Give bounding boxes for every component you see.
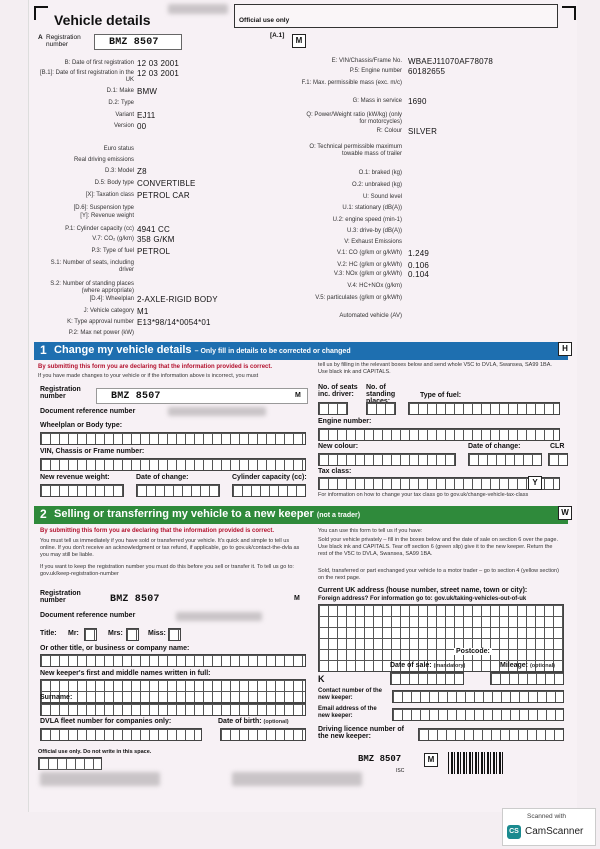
footer-isc: ISC [396,768,405,774]
right-field-label: E: VIN/Chassis/Frame No. [331,58,402,64]
s1-seats-input[interactable] [318,402,348,415]
left-field-label: S.2: Number of standing places (where appropriate) [50,281,134,294]
s1-datechange2-label: Date of change: [468,443,521,450]
s2-mileage-input[interactable] [490,672,564,685]
section2-tag: W [558,506,572,520]
footer-reg: BMZ 8507 [358,754,402,764]
section1-intro-right: tell us by filling in the relevant boxes below and send whole V5C to DVLA, Swansea, SA99 1BA. Use black ink and CAPITALS. [318,362,552,375]
s1-fuel-label: Type of fuel: [420,392,462,399]
right-field-label: Automated vehicle (AV) [339,313,402,319]
s2-datesale-input[interactable] [390,672,464,685]
left-field-label: P.1: Cylinder capacity (cc) [65,226,134,232]
left-field-value: M1 [137,307,149,316]
s1-vin-label: VIN, Chassis or Frame number: [40,448,145,455]
s1-revweight-input[interactable] [40,484,124,497]
s2-datesale-opt: (mandatory) [433,663,466,669]
left-field-value: E13*98/14*0054*01 [137,318,211,327]
s2-fleet-input[interactable] [40,728,202,741]
s1-engine-label: Engine number: [318,418,372,425]
s1-cyl-input[interactable] [232,484,306,497]
left-field-label: [D.4]: Wheelplan [89,296,134,302]
redacted-footer-2 [232,772,362,786]
s2-dob-opt: (optional) [263,719,289,725]
s1-revweight-label: New revenue weight: [40,474,110,481]
official-use-label: Official use only [239,17,290,24]
s1-reg-tag: M [295,392,301,399]
section1-warning: By submitting this form you are declaring that the information provided is correct. [38,364,273,370]
right-field-value: 0.106 [408,261,430,270]
s1-datechange-label: Date of change: [136,474,189,481]
right-field-value: WBAEJ11070AF78078 [408,57,494,66]
left-field-label: [X]: Taxation class [85,192,134,198]
right-field-label: O.2: unbraked (kg) [351,182,402,188]
right-field-label: V.2: HC (g/km or g/kWh) [337,262,402,268]
section1-intro: If you have made changes to your vehicle or if the information above is incorrect, you must [38,373,259,379]
redacted-docref-2 [176,612,262,621]
s2-docref-label: Document reference number [40,612,136,619]
s2-surname-input[interactable] [40,703,306,716]
a1-label: [A.1] [270,32,285,39]
right-field-label: Q: Power/Weight ratio (kW/kg) (only for motorcycles) [306,112,402,125]
right-field-label: V.5: particulates (g/km or g/kWh) [315,295,402,301]
section1-title: Change my vehicle details [54,344,192,356]
s2-contact-input[interactable] [392,690,564,703]
left-field-value: BMW [137,87,158,96]
footer-box: M [424,753,438,767]
left-field-value: Z8 [137,167,147,176]
left-field-label: P.3: Type of fuel [91,248,134,254]
section2-p2: If you want to keep the registration number you must do this before you sell or transfer it. To tell us go to: gov.uk/keep-registration-number [40,564,294,577]
s2-names-label: New keeper's first and middle names written in full: [40,670,211,677]
s2-postcode-label: Postcode: [456,648,490,655]
right-field-label: V.1: CO (g/km or g/kWh) [336,250,402,256]
right-field-label: R: Colour [376,128,402,134]
left-field-value: CONVERTIBLE [137,179,196,188]
s1-wheelplan-input[interactable] [40,432,306,445]
s2-datesale-label: Date of sale: [390,662,432,669]
s1-docref-label: Document reference number [40,408,136,415]
section2-banner [34,506,568,524]
left-field-label: Version [113,123,134,129]
redacted-block [168,4,228,14]
section1-subtitle: – Only fill in details to be corrected or changed [194,348,351,355]
left-field-value: 2-AXLE-RIGID BODY [137,295,218,304]
reg-label: Registration number [46,34,81,48]
section2-p1: You must tell us immediately if you have sold or transferred your vehicle. It's quick and simple to tell us online. If you don't receive an acknowledgment or tax refund, if applicable, go to gov.uk/contact-the-dvla as you may still be liable. [40,538,300,558]
right-field-label: U.2: engine speed (min-1) [332,217,402,223]
s2-k-label: K [318,674,325,684]
section2-right-1: Sold your vehicle privately – fill in the boxes below and the date of sale on section 6 over the page. Use black ink and CAPITALS. Tear off section 6 (green slip) give it to the new keeper. Return the rest of the V5C to DVLA, Swansea, SA99 1BA. [318,537,559,557]
left-field-value: PETROL [137,247,171,256]
right-field-label: U.1: stationary (dB(A)) [342,205,402,211]
section2-right-head: You can use this form to tell us if you have: [318,528,423,534]
s1-colour-label: New colour: [318,443,359,450]
reg-box [94,34,182,50]
s2-dob-label: Date of birth: [218,718,262,725]
section2-number: 2 [40,507,47,521]
left-field-value: 12 03 2001 [137,69,180,78]
left-field-label: [Y]: Revenue weight [80,213,134,219]
right-field-label: O: Technical permissible maximum towable mass of trailer [309,144,402,157]
right-field-value: 1.249 [408,249,430,258]
left-field-value: PETROL CAR [137,191,190,200]
right-field-label: V.3: NOx (g/km or g/kWh) [333,271,402,277]
section1-number: 1 [40,343,47,357]
s1-datechange-input[interactable] [136,484,220,497]
s2-names-input[interactable] [40,679,306,703]
section1-tag: H [558,342,572,356]
right-field-label: U: Sound level [362,194,402,200]
section2-right-2: Sold, transferred or part exchanged your vehicle to a motor trader – go to section 4 (yellow section) on the next page. [318,568,559,581]
s2-mileage-label: Mileage: [500,662,529,669]
right-field-value: 60182655 [408,67,446,76]
s2-mileage-wrap [500,662,555,669]
redacted-docref [168,407,266,416]
s2-othertitle-input[interactable] [40,654,306,667]
left-field-label: [B.1]: Date of first registration in the UK [39,70,134,83]
s1-wheelplan-label: Wheelplan or Body type: [40,422,123,429]
s2-reg-tag: M [294,595,300,602]
s1-seats-label: No. of seats inc. driver: [318,384,358,398]
s2-reg-box [96,592,306,606]
s2-datesale-wrap [390,662,465,669]
left-field-label: K: Type approval number [67,319,134,325]
s2-email-input[interactable] [392,708,564,721]
s1-standing-input[interactable] [366,402,396,415]
s1-datechange2-input[interactable] [468,453,542,466]
official-use-box [234,4,558,28]
s1-tax-info[interactable]: For information on how to change your tax class go to gov.uk/change-vehicle-tax-class [318,492,529,498]
s2-fleet-label: DVLA fleet number for companies only: [40,718,172,725]
footer-official: Official use only. Do not write in this space. [38,749,152,755]
s1-standing-label: No. of standing [366,384,396,398]
s2-email-label: Email address of the new keeper: [318,706,377,719]
footer-official-boxes [38,757,102,770]
s2-mrs-label: Mrs: [108,630,123,637]
s1-vin-input[interactable] [40,458,306,471]
left-field-value: EJ11 [137,111,156,120]
left-field-value: 4941 CC [137,225,170,234]
left-field-value: 00 [137,122,147,131]
left-field-label: D.3: Model [104,168,134,174]
s1-clr-input[interactable] [548,453,568,466]
section1-title-wrap [54,344,351,356]
right-field-value: 1690 [408,97,427,106]
s2-mrs-checkbox[interactable] [126,628,139,641]
left-field-label: Euro status [103,146,134,152]
camscanner-logo-icon: CS [507,825,521,839]
s1-cyl-label: Cylinder capacity (cc): [232,474,307,481]
scanner-stamp [502,808,596,846]
a1-box: M [292,34,306,48]
s2-mr-label: Mr: [68,630,79,637]
s2-mileage-opt: (optional) [529,663,556,669]
reg-value: BMZ 8507 [109,37,159,48]
s1-reg-box [96,388,308,404]
left-field-label: J: Vehicle category [83,308,134,314]
right-field-value: SILVER [408,127,438,136]
s1-tax-input[interactable] [318,477,560,490]
left-field-label: V.7: CO₂ (g/km) [92,236,134,242]
section2-title-wrap [54,508,360,520]
left-field-label: D.1: Make [106,88,134,94]
s2-miss-checkbox[interactable] [168,628,181,641]
right-field-label: P.5: Engine number [349,68,402,74]
s2-dob-input[interactable] [220,728,306,741]
section2-title: Selling or transferring my vehicle to a new keeper [54,508,314,520]
s2-foreign-label[interactable]: Foreign address? For information go to: gov.uk/taking-vehicles-out-of-uk [318,596,527,602]
s1-engine-input[interactable] [318,428,560,441]
page-title: Vehicle details [54,12,151,28]
s2-licence-input[interactable] [418,728,564,741]
right-field-label: O.1: braked (kg) [358,170,402,176]
s2-address-label: Current UK address (house number, street name, town or city): [318,587,528,594]
s1-fuel-input[interactable] [408,402,560,415]
left-field-label: B: Date of first registration [64,60,134,66]
s1-colour-input[interactable] [318,453,456,466]
reg-code: A [38,34,43,41]
s2-title-label: Title: [40,630,57,637]
right-field-value: 0.104 [408,270,430,279]
right-field-label: V.4: HC+NOx (g/km) [347,283,402,289]
section2-subtitle: (not a trader) [316,512,361,519]
section1-banner [34,342,568,360]
right-field-label: G: Mass in service [352,98,402,104]
s1-tax-box: Y [528,476,542,490]
s2-mr-checkbox[interactable] [84,628,97,641]
stamp-line1: Scanned with [527,813,567,820]
s1-clr-label: CLR [550,443,565,450]
right-field-label: F.1: Max. permissible mass (exc. m/c) [301,80,402,86]
s2-dob-wrap [218,718,289,725]
s2-surname-label: Surname: [40,694,73,701]
s2-othertitle-label: Or other title, or business or company name: [40,645,190,652]
left-field-label: Real driving emissions [73,157,134,163]
left-field-label: Variant [115,112,134,118]
s2-miss-label: Miss: [148,630,166,637]
redacted-footer-1 [40,772,160,786]
section2-warning: By submitting this form you are declaring that the information provided is correct. [40,528,275,534]
right-field-label: U.3: drive-by (dB(A)) [346,228,402,234]
stamp-line2: CamScanner [525,826,584,837]
corner-mark-top-left [34,6,48,20]
s2-licence-label: Driving licence number of the new keeper: [318,726,404,740]
barcode [448,752,504,774]
left-field-value: 358 G/KM [137,235,175,244]
s1-tax-label: Tax class: [318,468,352,475]
s2-reg-value: BMZ 8507 [110,594,160,605]
right-field-label: V: Exhaust Emissions [344,239,402,245]
left-field-label: P.2: Max net power (kW) [68,330,134,336]
left-field-label: S.1: Number of seats, including driver [50,260,134,273]
left-field-label: D.2: Type [108,100,134,106]
s1-reg-label: Registration number [40,386,81,400]
corner-mark-top-right [562,6,576,20]
s1-reg-value: BMZ 8507 [111,391,161,402]
left-field-value: 12 03 2001 [137,59,180,68]
s2-contact-label: Contact number of the new keeper: [318,688,382,701]
s2-reg-label: Registration number [40,590,81,604]
left-field-label: D.5: Body type [94,180,134,186]
left-field-label: [D.6]: Suspension type [73,205,134,211]
